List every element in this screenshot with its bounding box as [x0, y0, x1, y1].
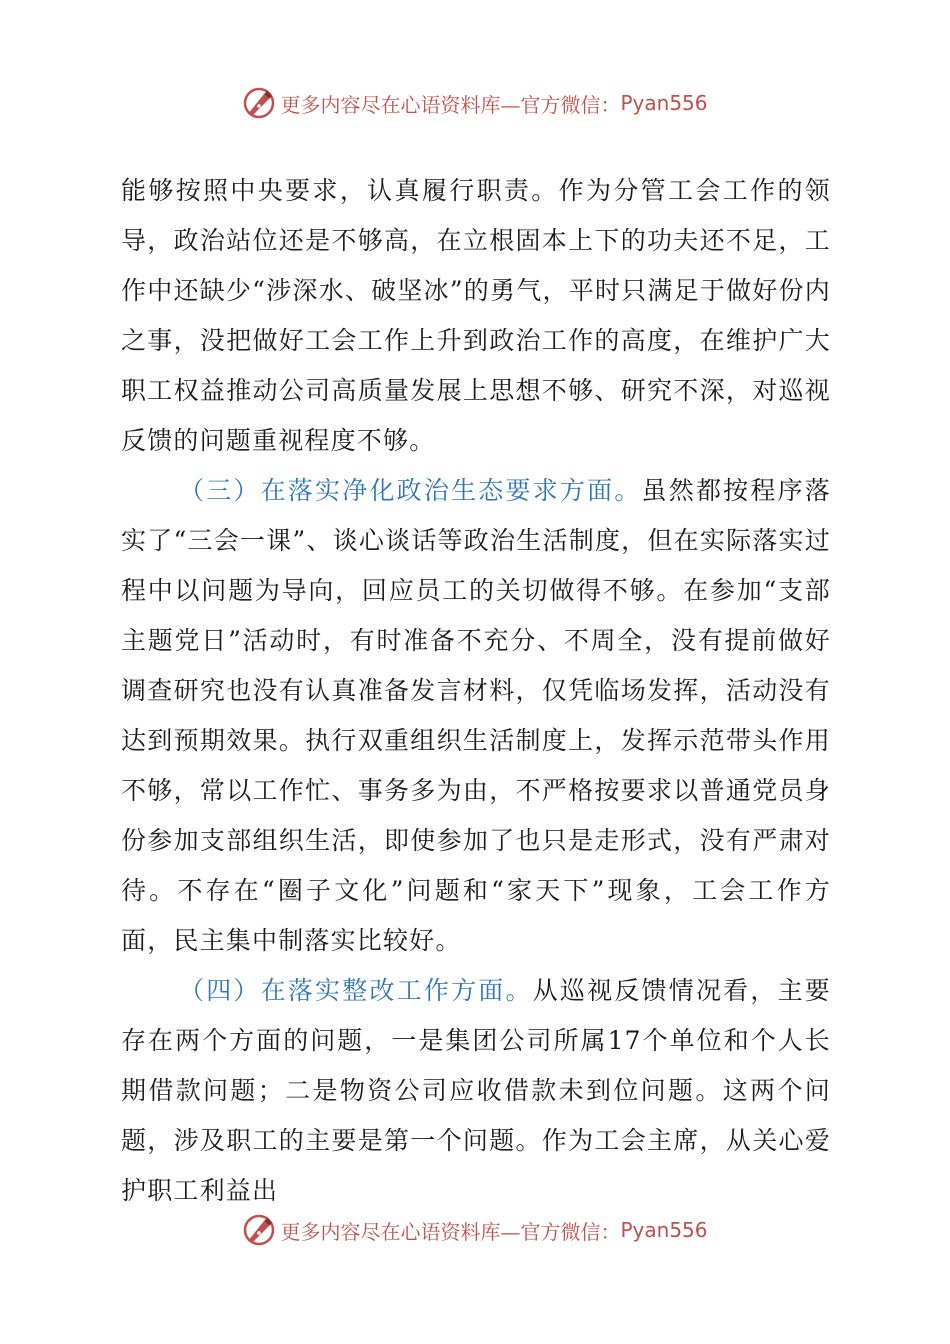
watermark-text: 更多内容尽在心语资料库—官方微信：: [280, 92, 621, 117]
header-watermark: [0, 83, 950, 123]
pen-nib-circle-icon: [242, 1213, 276, 1247]
footer-watermark: [0, 1210, 950, 1250]
section-4-text: 从巡视反馈情况看，主要存在两个方面的问题，一是集团公司所属17个单位和个人长期借款问题；二是物资公司应收借款未到位问题。这两个问题，涉及职工的主要是第一个问题。作为工会主席，从关心爱护职工利益出: [121, 976, 832, 1205]
watermark-wechat-id: Pyan556: [620, 91, 708, 115]
paragraph-section-3: [121, 466, 831, 966]
pen-nib-circle-icon: [242, 86, 276, 120]
section-4-heading: （四）在落实整改工作方面。: [179, 976, 533, 1005]
watermark-text: 更多内容尽在心语资料库—官方微信：: [280, 1219, 621, 1244]
section-3-text: 虽然都按程序落实了“三会一课”、谈心谈话等政治生活制度，但在实际落实过程中以问题为导向，回应员工的关切做得不够。在参加“支部主题党日”活动时，有时准备不充分、不周全，没有提前做好调查研究也没有认真准备发言材料，仅凭临场发挥，活动没有达到预期效果。执行双重组织生活制度上，发挥示范带头作用不够，常以工作忙、事务多为由，不严格按要求以普通党员身份参加支部组织生活，即使参加了也只是走形式，没有严肃对待。不存在“圈子文化”问题和“家天下”现象，工会工作方面，民主集中制落实比较好。: [121, 476, 831, 955]
watermark-wechat-id: Pyan556: [620, 1218, 708, 1242]
document-body: [121, 166, 831, 1216]
paragraph-section-4: [121, 966, 831, 1216]
paragraph-1: 能够按照中央要求，认真履行职责。作为分管工会工作的领导，政治站位还是不够高，在立根固本上下的功夫还不足，工作中还缺少“涉深水、破坚冰”的勇气，平时只满足于做好份内之事，没把做好工会工作上升到政治工作的高度，在维护广大职工权益推动公司高质量发展上思想不够、研究不深，对巡视反馈的问题重视程度不够。: [121, 176, 831, 455]
section-3-heading: （三）在落实净化政治生态要求方面。: [179, 476, 642, 505]
